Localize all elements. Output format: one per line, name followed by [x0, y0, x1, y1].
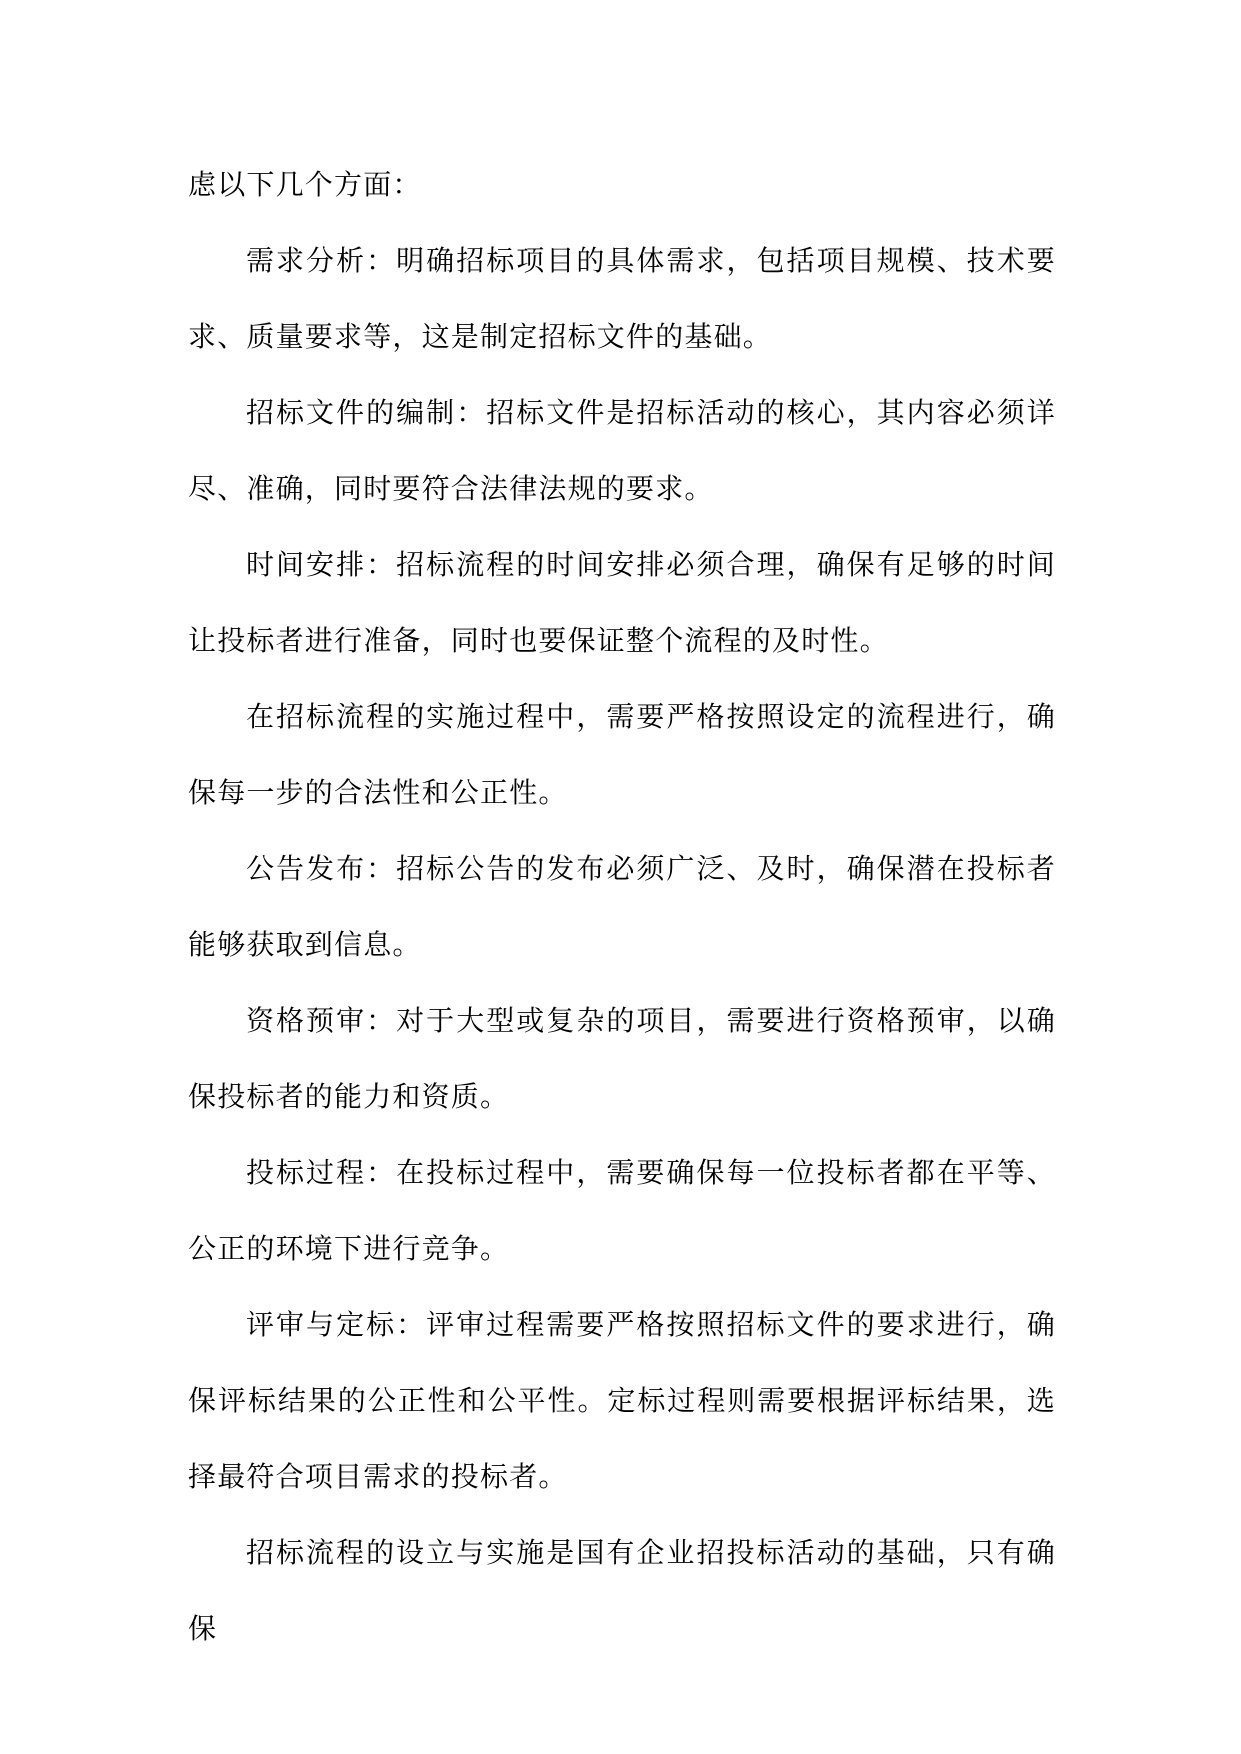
paragraph-continuation: 虑以下几个方面： [188, 168, 422, 201]
paragraph-bidding-process: 投标过程：在投标过程中，需要确保每一位投标者都在平等、公正的环境下进行竞争。 [188, 1156, 1056, 1265]
paragraph-announcement: 公告发布：招标公告的发布必须广泛、及时，确保潜在投标者能够获取到信息。 [188, 852, 1056, 961]
paragraph-time-schedule: 时间安排：招标流程的时间安排必须合理，确保有足够的时间让投标者进行准备，同时也要保证整个流程的及时性。 [188, 548, 1056, 657]
body-text [188, 147, 1056, 1667]
paragraph-tender-document-preparation: 招标文件的编制：招标文件是招标活动的核心，其内容必须详尽、准确，同时要符合法律法规的要求。 [188, 396, 1056, 505]
paragraph-conclusion: 招标流程的设立与实施是国有企业招投标活动的基础，只有确保 [188, 1536, 1056, 1645]
paragraph-prequalification: 资格预审：对于大型或复杂的项目，需要进行资格预审，以确保投标者的能力和资质。 [188, 1004, 1056, 1113]
paragraph-evaluation-award: 评审与定标：评审过程需要严格按照招标文件的要求进行，确保评标结果的公正性和公平性。定标过程则需要根据评标结果，选择最符合项目需求的投标者。 [188, 1308, 1056, 1493]
paragraph-requirements-analysis: 需求分析：明确招标项目的具体需求，包括项目规模、技术要求、质量要求等，这是制定招标文件的基础。 [188, 244, 1056, 353]
paragraph-implementation: 在招标流程的实施过程中，需要严格按照设定的流程进行，确保每一步的合法性和公正性。 [188, 700, 1056, 809]
